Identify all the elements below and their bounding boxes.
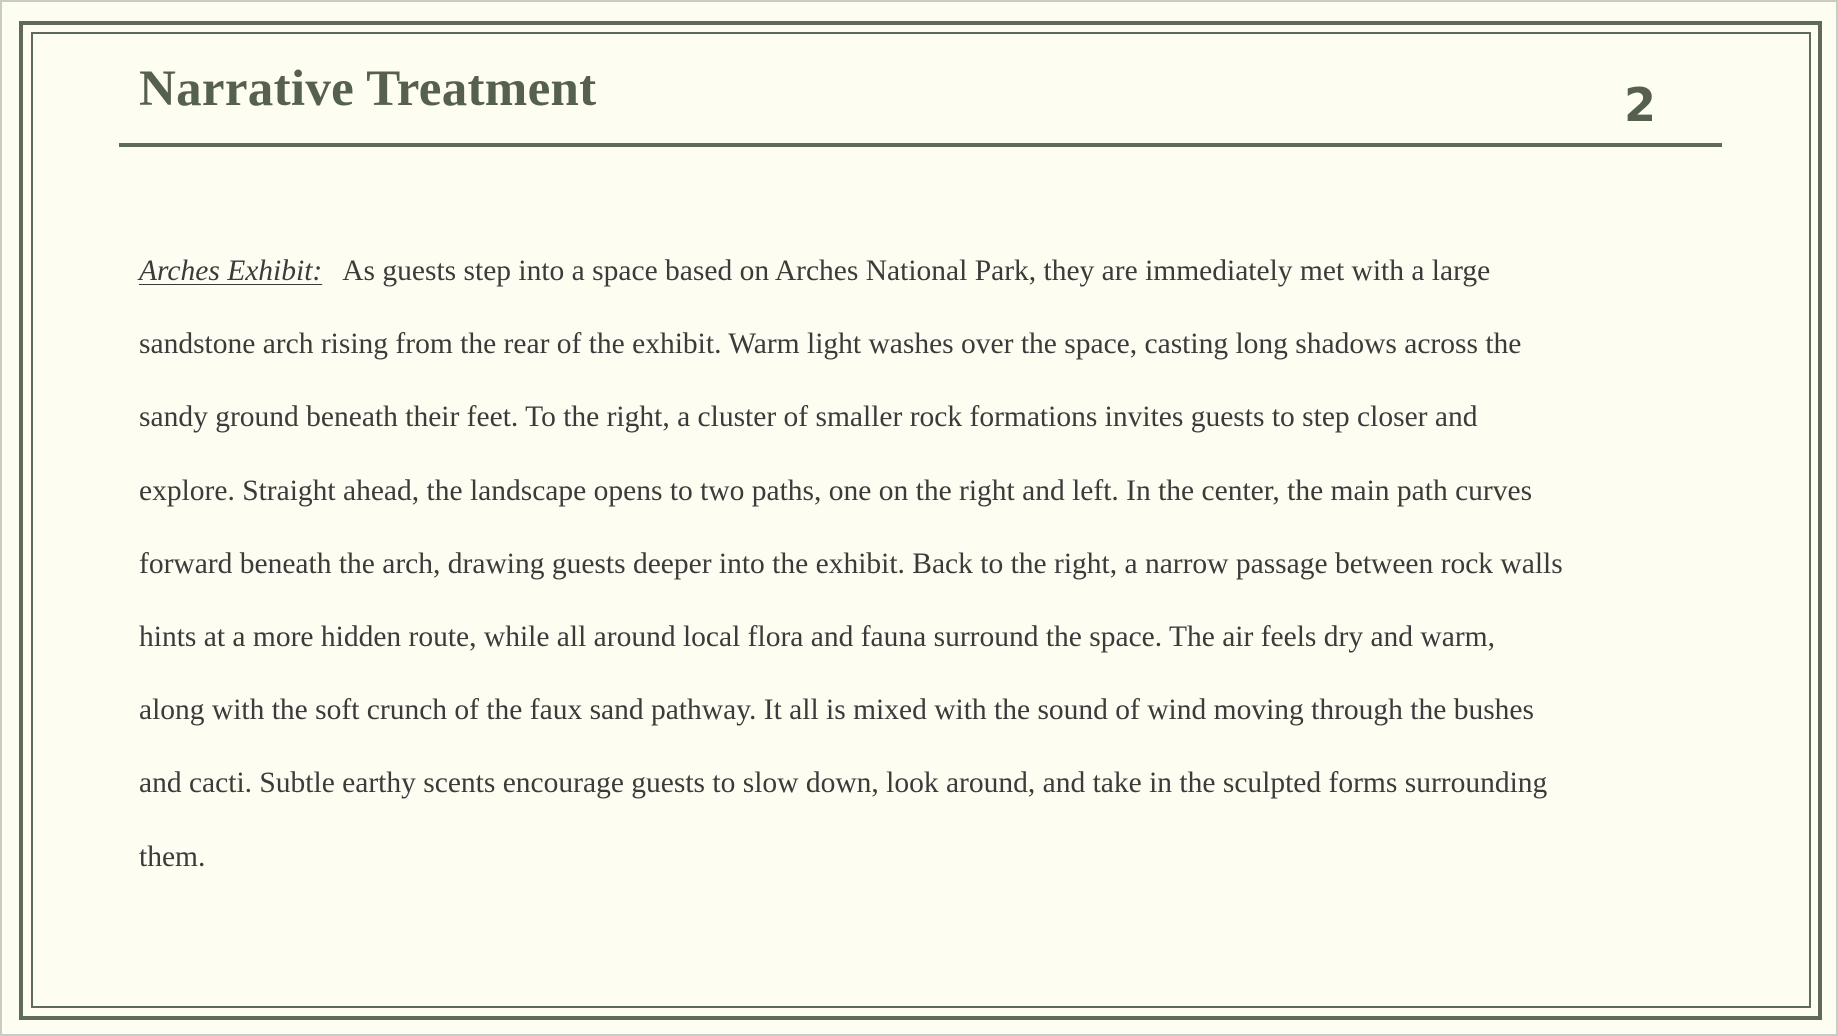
title-divider	[119, 143, 1722, 147]
body-line	[139, 235, 1709, 308]
slide-title: Narrative Treatment	[139, 61, 597, 117]
body-line-text: As guests step into a space based on Arches National Park, they are immediately met with a large	[342, 255, 1491, 287]
body-text	[139, 235, 1709, 894]
body-line: explore. Straight ahead, the landscape opens to two paths, one on the right and left. In the center, the main path curves	[139, 474, 1533, 507]
body-line: them.	[139, 840, 206, 873]
body-line: forward beneath the arch, drawing guests deeper into the exhibit. Back to the right, a narrow passage between rock walls	[139, 547, 1563, 580]
body-line: along with the soft crunch of the faux sand pathway. It all is mixed with the sound of wind moving through the bushes	[139, 694, 1534, 727]
body-line: hints at a more hidden route, while all around local flora and fauna surround the space. The air feels dry and warm,	[139, 621, 1495, 654]
section-lead: Arches Exhibit:	[139, 255, 323, 287]
body-line: sandstone arch rising from the rear of the exhibit. Warm light washes over the space, casting long shadows across the	[139, 328, 1522, 361]
body-line: sandy ground beneath their feet. To the right, a cluster of smaller rock formations invites guests to step closer and	[139, 401, 1478, 434]
page-number: 2	[1624, 78, 1657, 132]
body-line: and cacti. Subtle earthy scents encourage guests to slow down, look around, and take in the sculpted forms surrounding	[139, 767, 1548, 800]
